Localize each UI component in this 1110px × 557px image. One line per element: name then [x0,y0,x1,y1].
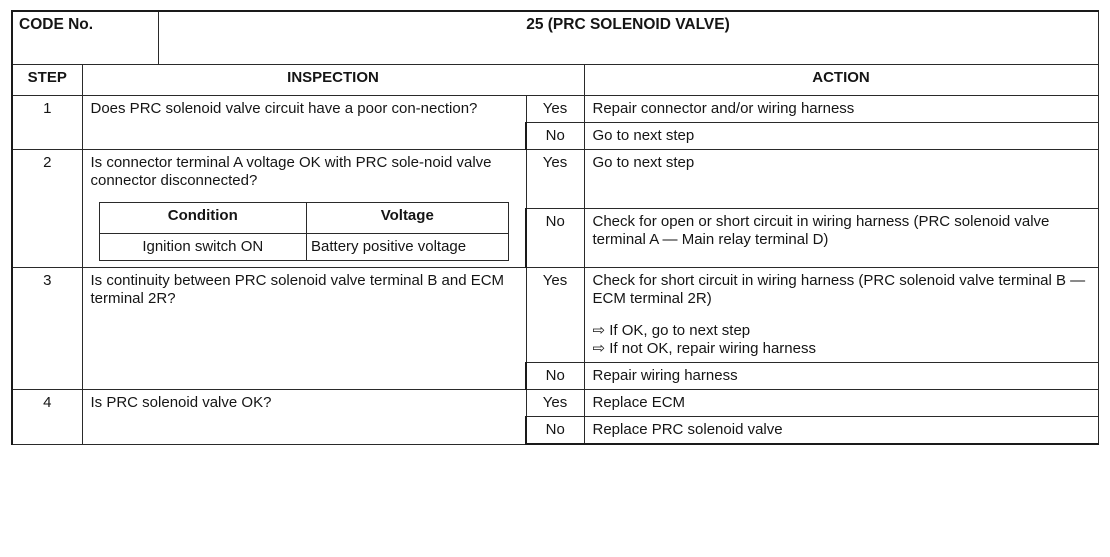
step-number: 3 [12,268,82,390]
yes-label: Yes [526,96,584,123]
no-label: No [526,417,584,445]
code-label: CODE No. [12,11,158,65]
code-title: 25 (PRC SOLENOID VALVE) [158,11,1098,65]
condition-table [99,202,509,261]
table-row [12,390,1098,417]
bullet-if-ok: ⇨ If OK, go to next step [592,322,751,339]
step-number: 1 [12,96,82,150]
table-row [12,150,1098,209]
voltage-value: Battery positive voltage [307,234,508,261]
column-header-row [12,65,1098,96]
yes-action: Check for short circuit in wiring harness (PRC solenoid valve terminal B — ECM terminal 2R) [592,272,1086,307]
no-label: No [526,209,584,268]
diagnostic-page [11,10,1097,445]
yes-action: Go to next step [584,150,1098,209]
diagnostic-table [11,10,1099,445]
inspection-text: Is continuity between PRC solenoid valve terminal B and ECM terminal 2R? [82,268,526,390]
yes-action-cell [584,268,1098,363]
step-number: 2 [12,150,82,268]
code-row [12,11,1098,65]
condition-header: Condition [99,203,307,234]
table-row [12,268,1098,363]
inspection-text: Is connector terminal A voltage OK with PRC sole-noid valve connector disconnected? [90,154,492,189]
step-header: STEP [12,65,82,96]
no-action: Repair wiring harness [584,363,1098,390]
yes-label: Yes [526,268,584,363]
action-header: ACTION [584,65,1098,96]
bullet-if-not-ok: ⇨ If not OK, repair wiring harness [592,340,816,357]
no-action: Go to next step [584,123,1098,150]
yes-label: Yes [526,150,584,209]
yes-label: Yes [526,390,584,417]
inspection-cell [82,150,526,268]
condition-value: Ignition switch ON [99,234,307,261]
inspection-header: INSPECTION [82,65,584,96]
no-action: Check for open or short circuit in wiring harness (PRC solenoid valve terminal A — Main relay terminal D) [584,209,1098,268]
voltage-header: Voltage [307,203,508,234]
no-label: No [526,123,584,150]
inspection-text: Is PRC solenoid valve OK? [82,390,526,445]
no-label: No [526,363,584,390]
no-action: Replace PRC solenoid valve [584,417,1098,445]
yes-action: Replace ECM [584,390,1098,417]
yes-action: Repair connector and/or wiring harness [584,96,1098,123]
table-row [12,96,1098,123]
inspection-text: Does PRC solenoid valve circuit have a poor con-nection? [82,96,526,150]
step-number: 4 [12,390,82,445]
